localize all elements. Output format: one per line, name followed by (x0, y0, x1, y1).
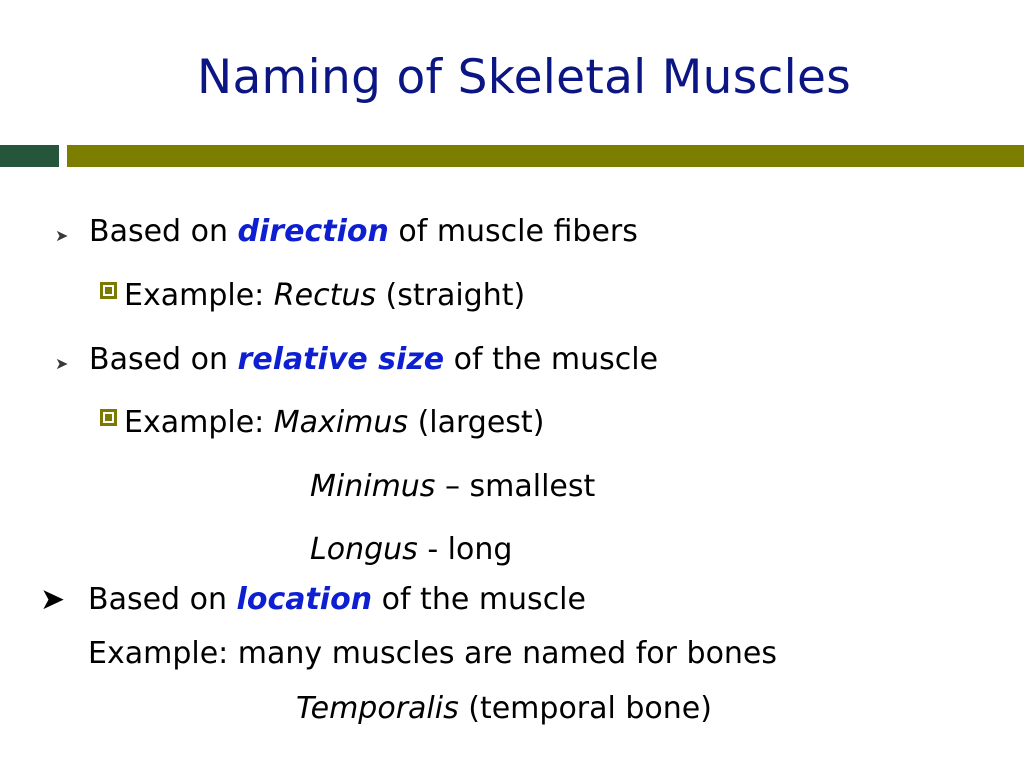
example-bones: Example: many muscles are named for bones (88, 636, 778, 671)
chevron-right-icon: ➤ (55, 354, 69, 373)
bullet-text-post: of muscle fibers (388, 214, 638, 249)
continuation-temporalis (296, 691, 712, 727)
bullet-text-pre: Based on (89, 214, 238, 249)
example-rest: - long (417, 532, 513, 567)
example-term: Rectus (273, 278, 376, 313)
example-term: Minimus (310, 469, 436, 504)
continuation-minimus (310, 469, 595, 505)
sub-bullet-maximus (98, 405, 544, 441)
bullet-highlight: direction (237, 214, 389, 249)
example-rest: – smallest (435, 469, 596, 504)
example-rest: (largest) (408, 405, 545, 440)
continuation-longus (310, 532, 512, 568)
square-bullet-icon (100, 282, 117, 299)
example-term: Maximus (273, 405, 409, 440)
example-prefix: Example: (124, 278, 274, 313)
title-rule-bar (67, 145, 1024, 167)
square-bullet-icon (100, 409, 117, 426)
title-rule-accent (0, 145, 59, 167)
bullet-text-pre: Based on (88, 582, 237, 617)
example-rest: (temporal bone) (458, 691, 712, 726)
sub-bullet-rectus (98, 278, 525, 314)
bullet-direction (89, 214, 638, 250)
bullet-highlight: relative size (237, 342, 445, 377)
example-rest: (straight) (376, 278, 526, 313)
bullet-text-pre: Based on (89, 342, 238, 377)
example-term: Temporalis (296, 691, 459, 726)
bullet-location (88, 582, 586, 618)
bullet-highlight: location (236, 582, 373, 617)
example-term: Longus (310, 532, 418, 567)
example-prefix: Example: (124, 405, 274, 440)
bullet-text-post: of the muscle (444, 342, 659, 377)
bullet-text-post: of the muscle (372, 582, 586, 617)
chevron-right-icon: ➤ (40, 582, 66, 617)
slide-title: Naming of Skeletal Muscles (196, 50, 852, 105)
chevron-right-icon: ➤ (55, 226, 69, 245)
bullet-relative-size (89, 342, 658, 378)
